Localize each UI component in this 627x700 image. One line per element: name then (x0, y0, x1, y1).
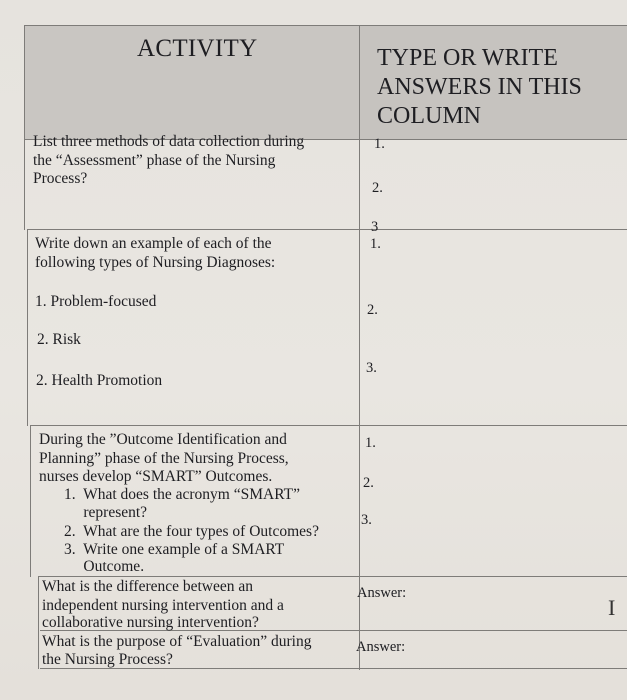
smart-subquestion: represent? (64, 504, 148, 521)
document-page: ACTIVITY TYPE OR WRITE ANSWERS IN THIS COLUMN List three methods of data collection during the “Assessment” phase of the Nursing Process? 1. 2. 3 Write down an example of each of the following types of Nursing Diagnoses: 1. Problem-focused 2. Risk 2. Health Promotion 1. 2. 3. During the ”Outcome Identification and Planning” phase of the Nursing Process, nurses develop “SMART” Outcomes. 1. What does the acronym “SMART” represent? 2. What are the four types of Outcomes? 3. Write one example of a SMART Outcome. 1. 2. 3. What is the difference between an independent nursing intervention and a collaborative nursing intervention? Answer: What is the purpose of “Evaluation” during the Nursing Process? Answer: I (0, 0, 627, 700)
table-left-border (30, 425, 31, 577)
answer-slot[interactable]: 2. (367, 302, 378, 318)
row-divider (27, 229, 627, 230)
answer-slot[interactable]: 3 (371, 219, 379, 235)
answer-slot[interactable]: 1. (370, 236, 381, 252)
answer-slot[interactable]: 1. (365, 435, 376, 451)
diagnosis-item: 1. Problem-focused (35, 293, 157, 310)
smart-subquestion: 2. What are the four types of Outcomes? (64, 523, 319, 540)
answer-label[interactable]: Answer: (356, 639, 406, 655)
column-divider (359, 25, 360, 670)
smart-subquestion: 3. Write one example of a SMART (64, 541, 285, 558)
answer-slot[interactable]: 2. (372, 180, 383, 196)
answers-heading: TYPE OR WRITE ANSWERS IN THIS COLUMN (377, 45, 582, 129)
diagnosis-item: 2. Risk (37, 331, 81, 348)
answer-slot[interactable]: 3. (366, 360, 377, 376)
answer-slot[interactable]: 3. (361, 512, 372, 528)
row-divider (30, 425, 627, 426)
smart-subquestion: Outcome. (64, 558, 145, 575)
table-left-border (38, 576, 39, 669)
table-left-border (24, 25, 25, 230)
diagnosis-item: 2. Health Promotion (36, 372, 163, 389)
answer-slot[interactable]: 2. (363, 475, 374, 491)
table-top-border (24, 25, 627, 26)
text-cursor-icon: I (608, 595, 616, 620)
row-divider (38, 576, 627, 577)
answer-slot[interactable]: 1. (374, 136, 385, 152)
answer-label[interactable]: Answer: (357, 585, 407, 601)
activity-heading: ACTIVITY (137, 35, 258, 62)
smart-subquestion: 1. What does the acronym “SMART” (64, 486, 300, 503)
table-left-border (27, 229, 28, 426)
